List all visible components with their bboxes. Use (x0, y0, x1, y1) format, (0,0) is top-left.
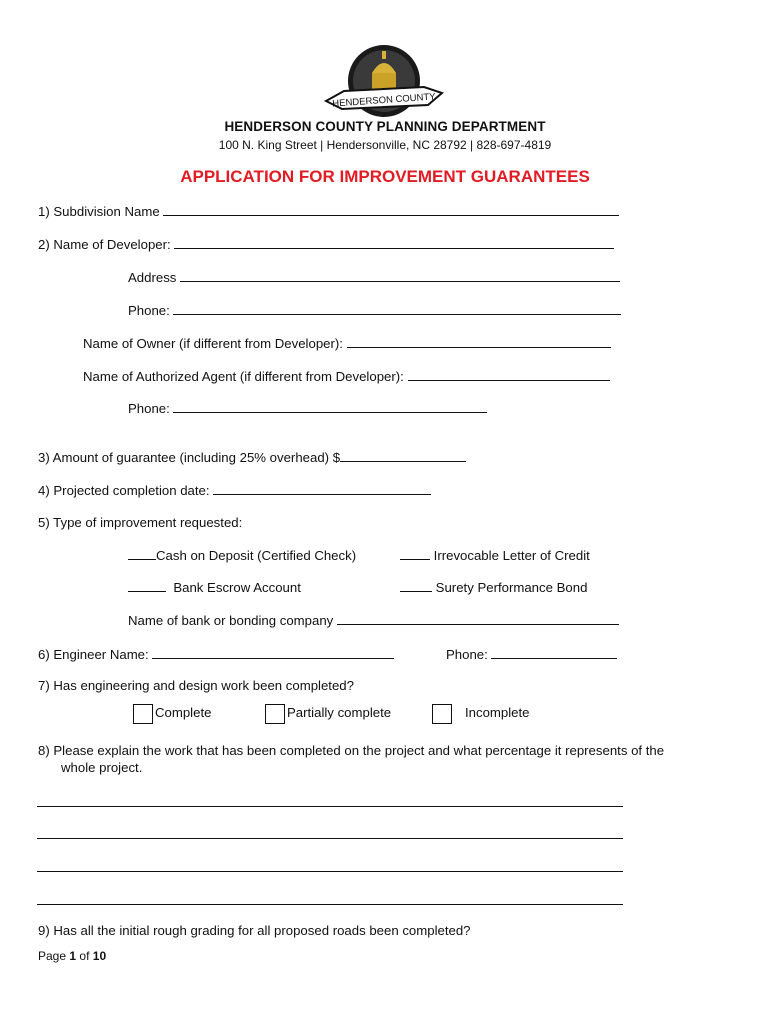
agent-name-field[interactable] (83, 368, 610, 385)
option-escrow-label: Bank Escrow Account (173, 580, 301, 595)
explanation-line-1[interactable] (37, 806, 623, 807)
incomplete-checkbox[interactable] (432, 704, 452, 724)
form-title: APPLICATION FOR IMPROVEMENT GUARANTEES (180, 167, 590, 186)
option-cash-line[interactable] (128, 547, 156, 560)
subdivision-name-line[interactable] (163, 203, 619, 216)
complete-label: Complete (155, 705, 212, 720)
developer-name-label: 2) Name of Developer: (38, 237, 171, 252)
developer-phone-label: Phone: (128, 303, 170, 318)
subdivision-name-label: 1) Subdivision Name (38, 204, 160, 219)
partially-complete-label: Partially complete (287, 705, 392, 720)
option-cash-deposit[interactable] (128, 547, 356, 564)
option-cash-label: Cash on Deposit (Certified Check) (156, 548, 357, 563)
option-surety-label: Surety Performance Bond (435, 580, 588, 595)
complete-checkbox[interactable] (133, 704, 153, 724)
option-letter-label: Irrevocable Letter of Credit (433, 548, 590, 563)
improvement-type-label: 5) Type of improvement requested: (38, 515, 243, 530)
completion-date-line[interactable] (213, 482, 431, 495)
engineer-phone-field[interactable] (446, 646, 617, 663)
agent-phone-field[interactable] (128, 400, 487, 417)
bank-name-label: Name of bank or bonding company (128, 613, 334, 628)
guarantee-amount-label: 3) Amount of guarantee (including 25% overhead) $ (38, 450, 341, 465)
engineer-name-label: 6) Engineer Name: (38, 647, 149, 662)
owner-name-field[interactable] (83, 335, 611, 352)
agent-phone-label: Phone: (128, 401, 170, 416)
engineer-name-line[interactable] (152, 646, 394, 659)
explanation-line-4[interactable] (37, 904, 623, 905)
explanation-line-3[interactable] (37, 871, 623, 872)
developer-phone-line[interactable] (173, 302, 621, 315)
owner-name-label: Name of Owner (if different from Developer): (83, 336, 343, 351)
option-bank-escrow[interactable] (128, 579, 301, 596)
bank-name-field[interactable] (128, 612, 619, 629)
engineer-phone-label: Phone: (446, 647, 488, 662)
developer-name-field[interactable] (38, 236, 614, 253)
page-indicator (38, 948, 106, 964)
developer-phone-field[interactable] (128, 302, 621, 319)
work-explanation-question: 8) Please explain the work that has been completed on the project and what percentage it represents of the (38, 743, 665, 758)
partially-complete-option[interactable] (265, 702, 391, 724)
agent-name-line[interactable] (408, 368, 610, 381)
partially-complete-checkbox[interactable] (265, 704, 285, 724)
developer-name-line[interactable] (174, 236, 614, 249)
page-total: 10 (92, 949, 107, 963)
option-surety-bond[interactable] (400, 579, 587, 596)
developer-address-field[interactable] (128, 269, 620, 286)
engineer-phone-line[interactable] (491, 646, 617, 659)
county-seal-logo (322, 43, 446, 123)
subdivision-name-field[interactable] (38, 203, 619, 220)
option-escrow-line[interactable] (128, 579, 166, 592)
rough-grading-question: 9) Has all the initial rough grading for all proposed roads been completed? (38, 923, 471, 938)
engineer-name-field[interactable] (38, 646, 394, 663)
engineering-complete-question: 7) Has engineering and design work been completed? (38, 678, 354, 693)
department-name: HENDERSON COUNTY PLANNING DEPARTMENT (224, 119, 546, 134)
completion-date-field[interactable] (38, 482, 431, 499)
agent-name-label: Name of Authorized Agent (if different from Developer): (83, 369, 404, 384)
developer-address-label: Address (128, 270, 177, 285)
option-letter-line[interactable] (400, 547, 430, 560)
complete-option[interactable] (133, 702, 211, 724)
explanation-line-2[interactable] (37, 838, 623, 839)
of-label: of (79, 949, 90, 963)
work-explanation-question-cont: whole project. (61, 760, 143, 775)
guarantee-amount-line[interactable] (340, 449, 466, 462)
page-label: Page (38, 949, 67, 963)
completion-date-label: 4) Projected completion date: (38, 483, 210, 498)
bank-name-line[interactable] (337, 612, 619, 625)
developer-address-line[interactable] (180, 269, 620, 282)
svg-text:HENDERSON COUNTY: HENDERSON COUNTY (331, 91, 436, 110)
page-number: 1 (69, 949, 77, 963)
incomplete-option[interactable] (432, 702, 530, 724)
department-address: 100 N. King Street | Hendersonville, NC 28792 | 828-697-4819 (218, 138, 552, 152)
guarantee-amount-field[interactable] (38, 449, 466, 466)
incomplete-label: Incomplete (465, 705, 530, 720)
option-surety-line[interactable] (400, 579, 432, 592)
owner-name-line[interactable] (347, 335, 611, 348)
option-letter-of-credit[interactable] (400, 547, 590, 564)
agent-phone-line[interactable] (173, 400, 487, 413)
